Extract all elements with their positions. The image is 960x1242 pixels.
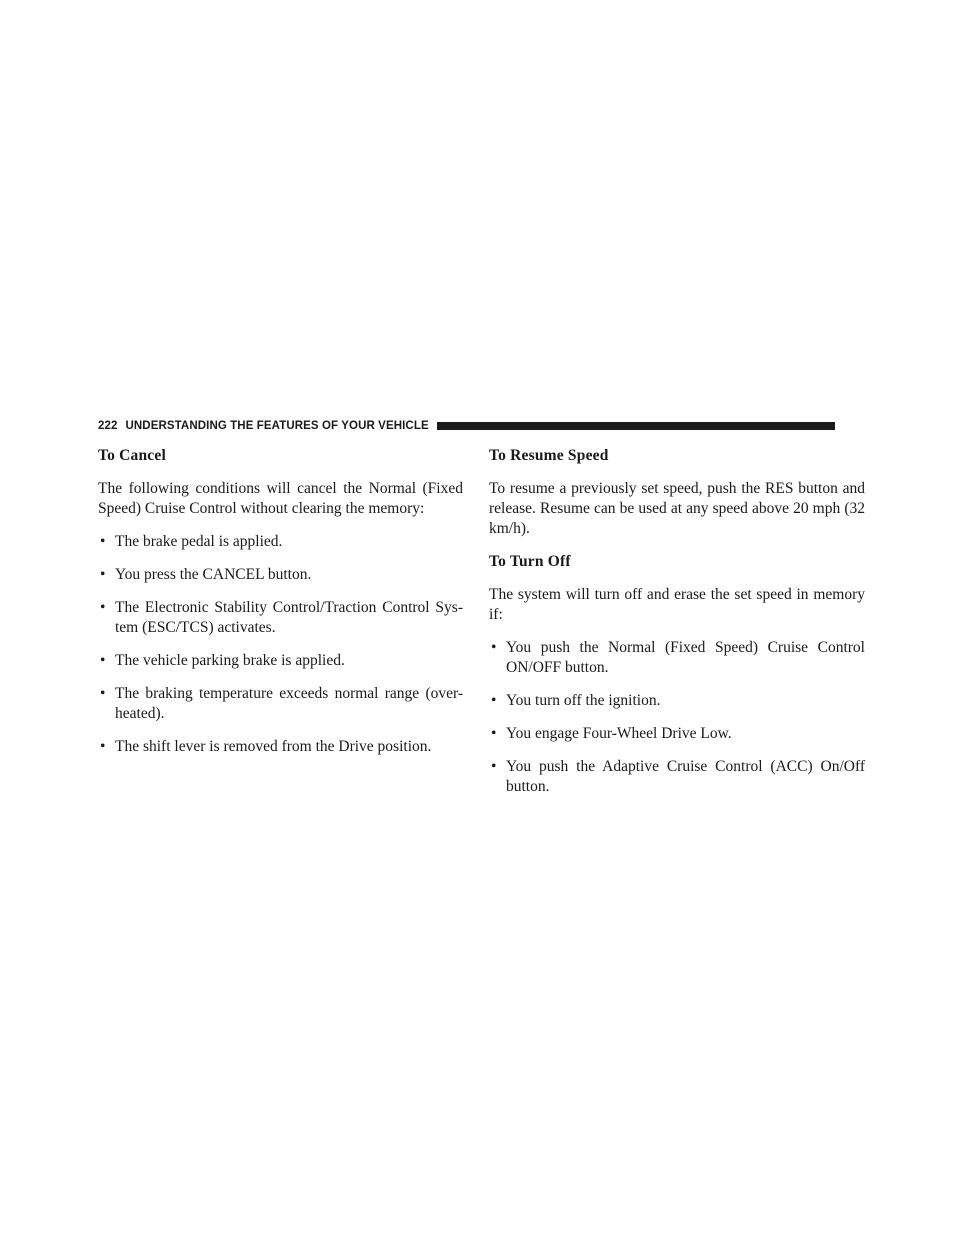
list-item-text: You engage Four-Wheel Drive Low. [506,725,732,742]
list-item [98,684,463,724]
list-item [98,598,463,638]
list-item-text: You press the CANCEL button. [115,566,312,583]
list-item-text: The vehicle parking brake is applied. [115,652,345,669]
bullet-icon: • [100,652,106,669]
page-header [98,419,835,433]
to-resume-speed-heading: To Resume Speed [489,447,609,464]
bullet-icon: • [100,685,106,702]
bullet-icon: • [491,692,497,709]
bullet-icon: • [100,533,106,550]
list-item-text: The brake pedal is applied. [115,533,283,550]
list-item [489,757,865,797]
list-item-text: You push the Normal (Fixed Speed) Cruise Control ON/OFF button. [506,639,865,676]
to-turn-off-heading: To Turn Off [489,553,571,570]
left-column [98,446,463,770]
bullet-icon: • [100,599,106,616]
bullet-icon: • [491,758,497,775]
to-resume-speed-text: To resume a previously set speed, push the RES button and release. Resume can be used at any speed above 20 mph (32 km/h). [489,480,865,537]
right-column [489,446,865,810]
list-item-text: The shift lever is removed from the Drive position. [115,738,432,755]
list-item [98,737,463,757]
cancel-conditions-list [98,532,463,757]
bullet-icon: • [491,725,497,742]
list-item [98,532,463,552]
list-item-text: You turn off the ignition. [506,692,661,709]
to-cancel-intro: The following conditions will cancel the Normal (Fixed Speed) Cruise Control without clearing the memory: [98,480,463,517]
list-item [489,724,865,744]
to-turn-off-intro: The system will turn off and erase the set speed in memory if: [489,586,865,623]
turn-off-conditions-list [489,638,865,797]
bullet-icon: • [100,738,106,755]
page-number: 222 [98,420,118,432]
list-item [98,565,463,585]
to-cancel-heading: To Cancel [98,447,166,464]
list-item [98,651,463,671]
list-item [489,691,865,711]
bullet-icon: • [491,639,497,656]
list-item [489,638,865,678]
section-title: UNDERSTANDING THE FEATURES OF YOUR VEHICLE [125,420,429,432]
header-rule [437,422,835,430]
bullet-icon: • [100,566,106,583]
list-item-text: The braking temperature exceeds normal range (over-heated). [115,685,463,722]
list-item-text: You push the Adaptive Cruise Control (ACC) On/Off button. [506,758,865,795]
list-item-text: The Electronic Stability Control/Traction Control Sys-tem (ESC/TCS) activates. [115,599,463,636]
